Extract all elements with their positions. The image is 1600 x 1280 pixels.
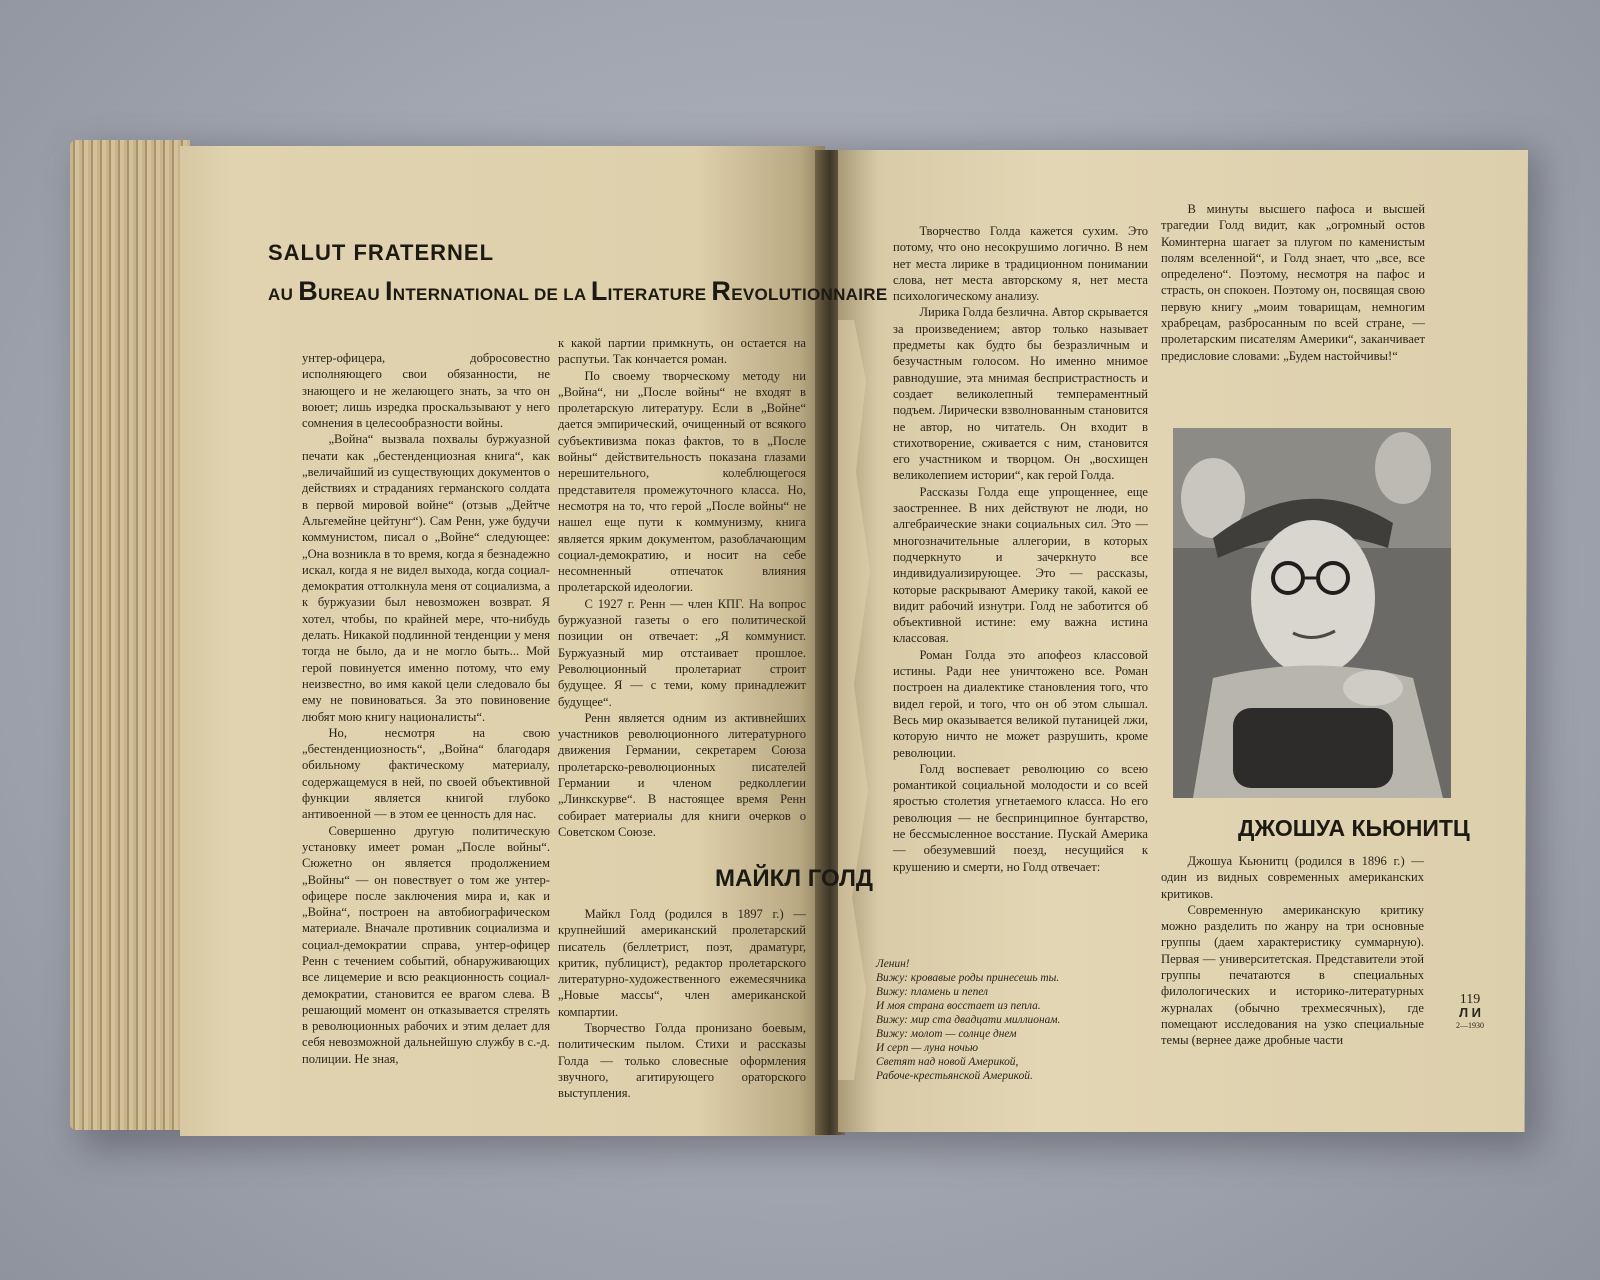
page-number: 119 xyxy=(1459,992,1481,1007)
kunitz-column xyxy=(1161,853,1424,1049)
poem-line: Ленин! xyxy=(876,958,910,970)
title-word: NTERNATIONAL DE LA xyxy=(392,285,591,304)
right-column-2 xyxy=(1161,201,1425,364)
paragraph: Совершенно другую политическую установку имеет роман „После войны“. Сюжетно он является продолжением „Войны“ — он повествует о том же унтер-офицере после заключения мира и, как и „Война“, построен на автобиографическом материале. Вначале противник социализма и социал-демократии справа, унтер-офицер Ренн с течением событий, обнаруживающих все лицемерие и всю реакционность социал-демократии, становится ее врагом слева. В решающий момент он отказывается стрелять в революционных рабочих и этим делает для себя невозможной дальнейшую службу в с.-д. полиции. Не зная, xyxy=(302,823,550,1066)
paragraph: Майкл Голд (родился в 1897 г.) — крупнейший американский пролетарский писатель (беллетрист, поэт, драматург, критик, публицист), редактор пролетарского литературно-художественного ежемесячника „Новые массы“, член американской компартии. xyxy=(558,907,806,1019)
section-heading-gold: МАЙКЛ ГОЛД xyxy=(715,865,874,892)
paragraph: По своему творческому методу ни „Война“, ни „После войны“ не входят в пролетарскую литературу. Если в „Войне“ дается эмпирический, очищенный от всякого субъективизма показ фактов, то в „После войны“ действительность показана глазами нерешительного, колеблющегося представителя промежуточного класса. Но, несмотря на то, что герой „После войны“ не нашел еще пути к коммунизму, книга является ярким документом, разоблачающим социал-демократию, и носит на себе несомненный отпечаток влияния пролетарской идеологии. xyxy=(558,368,806,595)
poem-line: Вижу: кровавые роды принесешь ты. xyxy=(876,972,1060,984)
article-title xyxy=(268,240,888,307)
section-heading-kunitz: ДЖОШУА КЬЮНИТЦ xyxy=(1238,815,1470,841)
paragraph: Джошуа Кьюнитц (родился в 1896 г.) — один из видных современных американских критиков. xyxy=(1161,854,1424,901)
poem-line: Вижу: молот — солнце днем xyxy=(876,1028,1017,1040)
title-word: UREAU xyxy=(318,285,385,304)
page-edges xyxy=(70,140,190,1130)
poem-line: Вижу: мир ста двадцати миллионам. xyxy=(876,1014,1061,1026)
title-initial: I xyxy=(384,276,393,306)
left-column-1 xyxy=(302,350,550,1067)
paragraph: Творчество Голда кажется сухим. Это потому, что оно несокрушимо логично. В нем нет места лирике в традиционном понимании слова, нет места авторскому я, нет места психологическому анализу. xyxy=(893,224,1148,304)
paragraph: унтер-офицера, добросовестно исполняющего свои обязанности, не знающего и не желающего знать, за что он воюет; лишь изредка проскальзывают у него сомнения в целесообразности войны. xyxy=(302,351,550,431)
title-word: ITERATURE xyxy=(607,285,712,304)
paragraph: С 1927 г. Ренн — член КПГ. На вопрос буржуазной газеты о его политической позиции он отвечает: „Я коммунист. Буржуазный мир отстаивает прошлое. Революционный пролетариат строит будущее. Я — с теми, кому принадлежит будущее“. xyxy=(558,596,806,709)
title-initial: R xyxy=(711,276,732,306)
paragraph: Но, несмотря на свою „бестенденциозность“, „Война“ благодаря обильному фактическому материалу, содержащемуся в ней, по своей объективной функции является книгой глубоко антивоенной — в этом ее ценность для нас. xyxy=(302,725,550,822)
paragraph: Лирика Голда безлична. Автор скрывается за произведением; автор только называет предметы как будто бы безразличным и безучастным голосом. Но именно мнимое равнодушие, эта мнимая беспристрастность и создает великолепный темпераментный подъем. Лирически взволнованным становится не автор, но читатель. Он входит в стихотворение, сживается с ним, становится его участником и творцом. Он „восхищен великолепием истории“, как герой Голда. xyxy=(893,305,1148,483)
title-line-2 xyxy=(268,276,888,307)
title-word: EVOLUTIONNAIRE xyxy=(731,285,888,304)
title-initial: B xyxy=(298,276,318,306)
poem-line: И серп — луна ночью xyxy=(876,1042,979,1054)
poem xyxy=(876,957,1136,1083)
paragraph: „Война“ вызвала похвалы буржуазной печати как „бестенденциозная книга“, как „величайший из существующих документов о действиях и страданиях германского солдата в первой мировой войне“ (отзыв „Дейтче Альгемейне цейтунг“). Сам Ренн, уже будучи коммунистом, писал о „Войне“ следующее: „Она возникла в то время, когда я безнадежно искал, когда я не видел выхода, когда социал-демократия оттолкнула меня от социализма, а к буржуазии был невозможен возврат. Я хотел, чтобы, по крайней мере, что-нибудь делать. Никакой подлинной тенденции у меня тогда не было, да и не могло быть... Мой герой повинуется именно потому, что ему неизвестно, во имя какой цели следовало бы ему не повиноваться. За это повиновение любят мою книгу националисты“. xyxy=(302,432,550,724)
paragraph: Рассказы Голда еще упрощеннее, еще заостреннее. В них действуют не люди, но алгебраические знаки социальных сил. Это — многозначительные аллегории, в которых подчеркнуто и зачеркнуто все индивидуализирующее. Это — рассказы, которые раскрывают Америку такой, какой ее видит рабочий изнутри. Голд не заботится об объективной истине: ему важна истина классовая. xyxy=(893,484,1148,646)
paragraph: Современную американскую критику можно разделить по жанру на три основные группы (даем характеристику суммарную). Первая — университетская. Представители этой группы печатаются в специальных филологических и историко-литературных журналах (обычно трехмесячных), где помещают исследования на узко специальные темы (вернее даже дробные части xyxy=(1161,902,1424,1048)
poem-line: Рабоче-крестьянской Америкой. xyxy=(876,1070,1033,1082)
paragraph: Роман Голда это апофеоз классовой истины. Ради нее уничтожено все. Роман построен на диалектике становления того, что видел герой, и того, что он об этом слышал. Весь мир оказывается великой путаницей лжи, которую ничто не может разрушить, кроме революции. xyxy=(893,647,1148,760)
issue-number: 2—1930 xyxy=(1456,1021,1484,1030)
title-line-1: SALUT FRATERNEL xyxy=(268,240,495,265)
gold-column xyxy=(558,906,806,1102)
right-column-1 xyxy=(893,223,1148,875)
paragraph: Ренн является одним из активнейших участников революционного литературного движения Германии, секретарем Союза пролетарско-революционных писателей Германии и членом редколлегии „Линкскурве“. В настоящее время Ренн собирает материалы для книги очерков о Советском Союзе. xyxy=(558,710,806,839)
paragraph: Голд воспевает революцию со всею романтикой социальной молодости и со всей яростью столетия угнетаемого класса. Но его революция — не беспринципное бунтарство, не бессмысленное восстание. Пускай Америка — обезумевший поезд, несущийся к крушению и смерти, но Голд отвечает: xyxy=(893,761,1148,874)
paragraph: Творчество Голда пронизано боевым, политическим пылом. Стихи и рассказы Голда — только словесные оформления звучного, агитирующего ораторского выступления. xyxy=(558,1021,806,1101)
paragraph: к какой партии примкнуть, он остается на распутьи. Так кончается роман. xyxy=(558,336,806,367)
poem-line: Светят над новой Америкой, xyxy=(876,1056,1019,1068)
magazine-mark: Л И xyxy=(1458,1005,1482,1020)
page-folio xyxy=(1440,993,1500,1032)
portrait-photo xyxy=(1173,428,1451,798)
portrait-photo-image xyxy=(1173,428,1451,798)
poem-line: Вижу: пламень и пепел xyxy=(876,986,989,998)
left-column-2 xyxy=(558,335,806,840)
poem-line: И моя страна восстает из пепла. xyxy=(876,1000,1041,1012)
title-initial: L xyxy=(590,276,608,306)
paragraph: В минуты высшего пафоса и высшей трагедии Голд видит, как „огромный остов Коминтерна шагает за плугом по каменистым полям вселенной“, и Голд знает, что „все, все определено“. Поэтому, несмотря на пафос и страсть, он спокоен. Поэтому он, посвящая свою первую книгу „моим товарищам, немногим храбрецам, разбросанным по всей стране, — пролетарским писателям Америки“, заканчивает предисловие словами: „Будем настойчивы!“ xyxy=(1161,202,1425,363)
title-word: AU xyxy=(268,285,299,304)
